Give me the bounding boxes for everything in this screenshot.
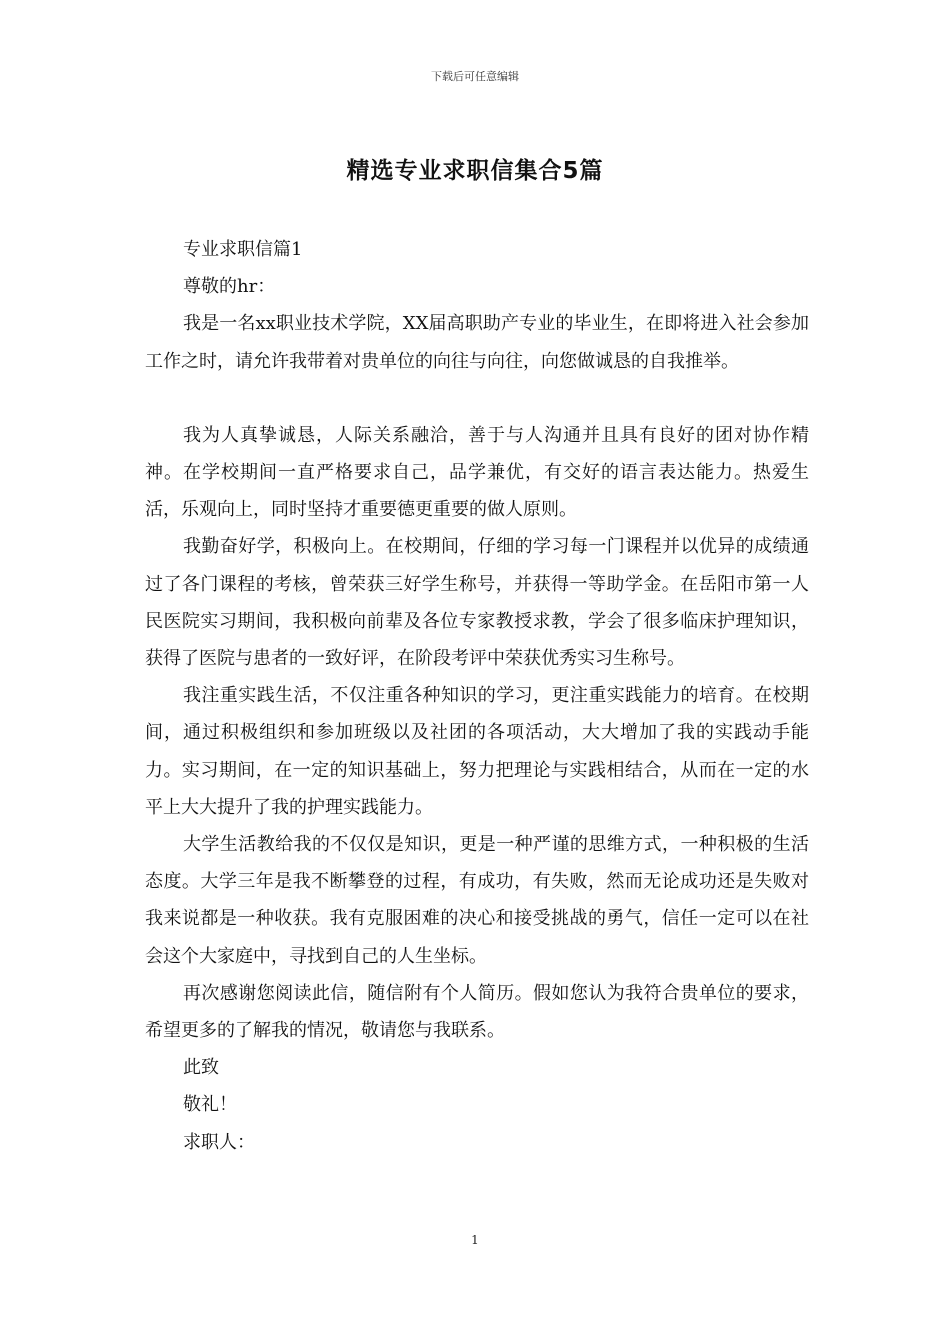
document-title: 精选专业求职信集合5篇: [346, 158, 604, 184]
letter-paragraph-study: 我勤奋好学，积极向上。在校期间，仔细的学习每一门课程并以优异的成绩通过了各门课程的考核，曾荣获三好学生称号，并获得一等助学金。在岳阳市第一人民医院实习期间，我积极向前辈及各位专家教授求教，学会了很多临床护理知识，获得了医院与患者的一致好评，在阶段考评中荣获优秀实习生称号。: [145, 536, 809, 670]
section-heading: 专业求职信篇1: [183, 239, 303, 260]
closing-line: 此致: [183, 1057, 219, 1079]
letter-paragraph-practice: 我注重实践生活，不仅注重各种知识的学习，更注重实践能力的培育。在校期间，通过积极组织和参加班级以及社团的各项活动，大大增加了我的实践动手能力。实习期间，在一定的知识基础上，努力把理论与实践相结合，从而在一定的水平上大大提升了我的护理实践能力。: [145, 685, 809, 818]
salutation: 尊敬的hr：: [183, 276, 276, 298]
signature-line: 求职人：: [183, 1131, 255, 1153]
letter-paragraph-intro: 我是一名xx职业技术学院，XX届高职助产专业的毕业生，在即将进入社会参加工作之时，请允许我带着对贵单位的向往与向往，向您做诚恳的自我推举。: [145, 313, 809, 372]
letter-paragraph-personality: 我为人真挚诚恳，人际关系融洽，善于与人沟通并且具有良好的团对协作精神。在学校期间一直严格要求自己，品学兼优，有交好的语言表达能力。热爱生活，乐观向上，同时坚持才重要德更重要的做人原则。: [145, 424, 809, 521]
page-header-note: 下载后可任意编辑: [431, 70, 519, 83]
page-number: 1: [471, 1233, 479, 1247]
letter-paragraph-thanks: 再次感谢您阅读此信，随信附有个人简历。假如您认为我符合贵单位的要求，希望更多的了解我的情况，敬请您与我联系。: [145, 982, 809, 1042]
letter-body: [145, 231, 809, 1161]
letter-paragraph-university-life: 大学生活教给我的不仅仅是知识，更是一种严谨的思维方式，一种积极的生活态度。大学三年是我不断攀登的过程，有成功，有失败，然而无论成功还是失败对我来说都是一种收获。我有克服困难的决心和接受挑战的勇气，信任一定可以在社会这个大家庭中，寻找到自己的人生坐标。: [145, 834, 809, 967]
closing-salute: 敬礼！: [183, 1094, 237, 1116]
